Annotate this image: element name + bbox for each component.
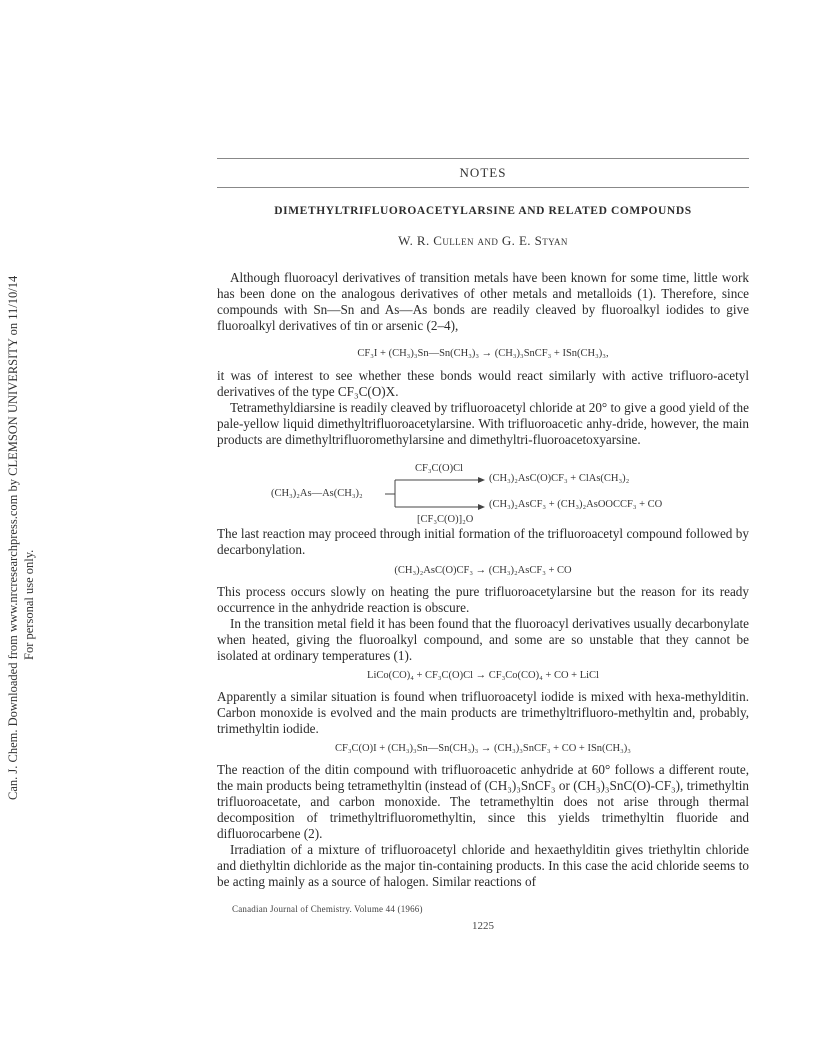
paragraph-2: it was of interest to see whether these bonds would react similarly with active trifluoro-acetyl derivatives of the type CF₃C(O)X.: [217, 368, 749, 399]
journal-footer: Canadian Journal of Chemistry. Volume 44 (1966): [232, 904, 423, 914]
header-rule-bottom: [217, 187, 749, 188]
scheme-product-top: (CH₃)₂AsC(O)CF₃ + ClAs(CH₃)₂: [489, 473, 630, 484]
equation-3: LiCo(CO)₄ + CF₃C(O)Cl → CF₃Co(CO)₄ + CO + LiCl: [367, 670, 599, 681]
scheme-reagent-top: CF₃C(O)Cl: [415, 463, 464, 474]
reaction-scheme: [217, 463, 749, 528]
paragraph-9: Irradiation of a mixture of trifluoroacetyl chloride and hexaethylditin gives triethyltin chloride and diethyltin dichloride as the major tin-containing products. In this case the acid chloride seems to be acting mainly as a source of halogen. Similar reactions of: [217, 842, 749, 889]
running-head: NOTES: [459, 165, 507, 180]
watermark-line-2: For personal use only.: [22, 549, 36, 660]
header-rule-top: [217, 158, 749, 159]
paragraph-4: The last reaction may proceed through initial formation of the trifluoroacetyl compound followed by decarbonylation.: [217, 526, 749, 557]
paragraph-7: Apparently a similar situation is found when trifluoroacetyl iodide is mixed with hexa-methylditin. Carbon monoxide is evolved and the main products are trimethyltrifluoro-methyltin and, probably, trimethyltin iodide.: [217, 689, 749, 736]
download-watermark: [2, 240, 42, 800]
equation-4: CF₃C(O)I + (CH₃)₃Sn—Sn(CH₃)₃ → (CH₃)₃SnCF₃ + CO + ISn(CH₃)₃: [335, 743, 631, 754]
watermark-line-1: Can. J. Chem. Downloaded from www.nrcresearchpress.com by CLEMSON UNIVERSITY on 11/10/14: [6, 275, 20, 800]
scheme-reagent-bottom: [CF₃C(O)]₂O: [417, 514, 474, 525]
paragraph-1: Although fluoroacyl derivatives of transition metals have been known for some time, little work has been done on the analogous derivatives of other metals and metalloids (1). Therefore, since compounds with Sn—Sn and As—As bonds are readily cleaved by fluoroalkyl iodides to give fluoroalkyl derivatives of tin or arsenic (2–4),: [217, 270, 749, 333]
page-number: 1225: [472, 920, 494, 932]
scheme-product-bottom: (CH₃)₂AsCF₃ + (CH₃)₂AsOOCCF₃ + CO: [489, 499, 663, 510]
article-title: DIMETHYLTRIFLUOROACETYLARSINE AND RELATED COMPOUNDS: [274, 205, 692, 217]
paragraph-8: The reaction of the ditin compound with trifluoroacetic anhydride at 60° follows a different route, the main products being tetramethyltin (instead of (CH₃)₃SnCF₃ or (CH₃)₃SnC(O)-CF₃), trimethyltin trifluoroacetate, and carbon monoxide. The tetramethyltin does not arise through thermal decomposition of trimethyltrifluoromethyltin, since this yields trimethyltin fluoride and difluorocarbene (2).: [217, 762, 749, 841]
article-authors: W. R. Cullen and G. E. Styan: [398, 233, 568, 248]
paragraph-3: Tetramethyldiarsine is readily cleaved by trifluoroacetyl chloride at 20° to give a good yield of the pale-yellow liquid dimethyltrifluoroacetylarsine. With trifluoroacetic anhy-dride, however, the main products are dimethyltrifluoromethylarsine and dimethyltri-fluoroacetoxyarsine.: [217, 400, 749, 447]
scheme-reactant: (CH₃)₂As—As(CH₃)₂: [271, 488, 363, 499]
paragraph-6: In the transition metal field it has been found that the fluoroacyl derivatives usually decarbonylate when heated, giving the fluoroalkyl compound, and some are so unstable that they cannot be isolated at ordinary temperatures (1).: [217, 616, 749, 663]
equation-1: CF₃I + (CH₃)₃Sn—Sn(CH₃)₃ → (CH₃)₃SnCF₃ + ISn(CH₃)₃,: [357, 348, 609, 359]
equation-2: (CH₃)₂AsC(O)CF₃ → (CH₃)₂AsCF₃ + CO: [394, 565, 572, 576]
paragraph-5: This process occurs slowly on heating the pure trifluoroacetylarsine but the reason for its ready occurrence in the anhydride reaction is obscure.: [217, 584, 749, 615]
